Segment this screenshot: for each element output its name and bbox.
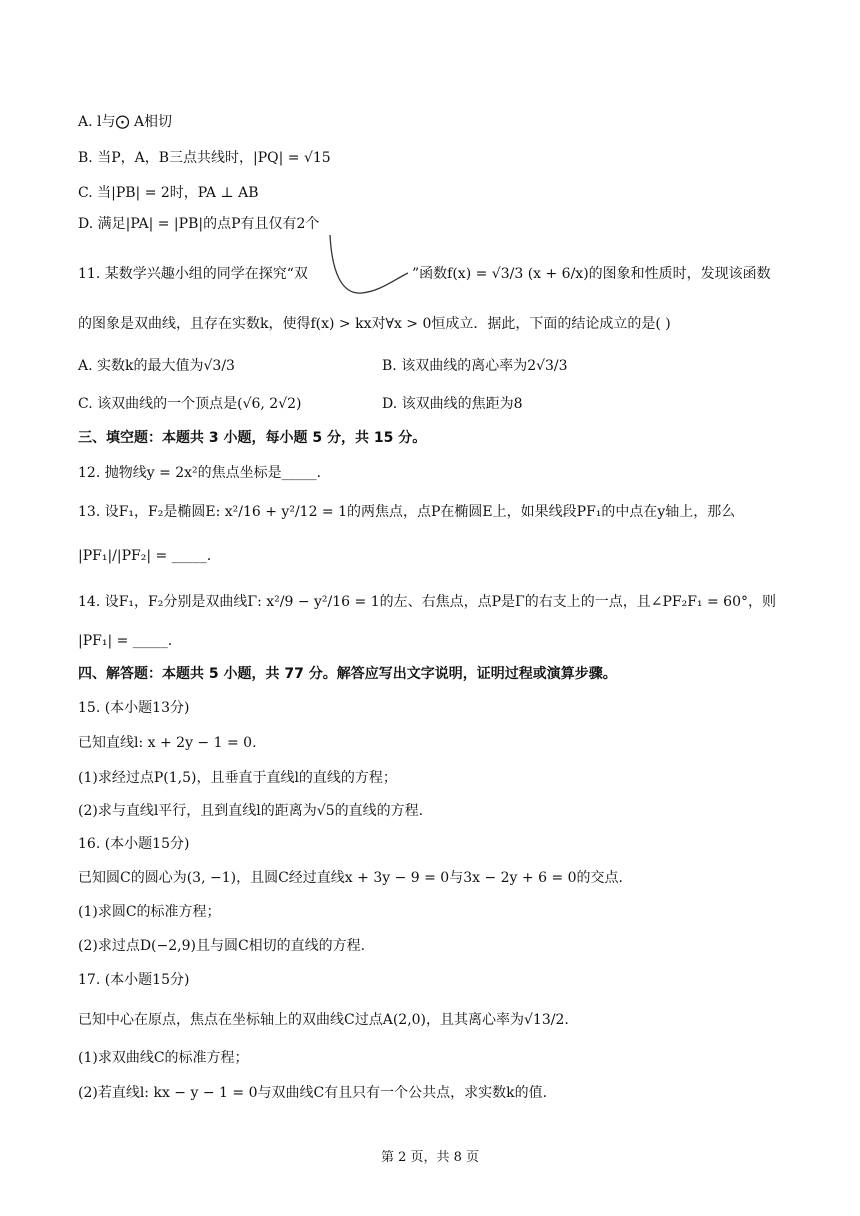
q16-title: 16. (本小题15分) — [78, 836, 190, 852]
q11-option-d: D. 该双曲线的焦距为8 — [382, 396, 523, 412]
q11-option-a: A. 实数k的最大值为√3/3 — [78, 358, 235, 374]
q14-line2: |PF₁| = _____. — [78, 633, 173, 649]
q10-option-d: D. 满足|PA| = |PB|的点P有且仅有2个 — [78, 216, 320, 232]
q13-line1: 13. 设F₁，F₂是椭圆E: x²/16 + y²/12 = 1的两焦点，点P在椭圆E上，如果线段PF₁的中点在y轴上，那么 — [78, 504, 736, 520]
q11-stem-part2: ”函数f(x) = √3/3 (x + 6/x)的图象和性质时，发现该函数 — [412, 266, 771, 282]
q10-option-b: B. 当P，A，B三点共线时，|PQ| = √15 — [78, 150, 331, 166]
q11-stem-line2: 的图象是双曲线，且存在实数k，使得f(x) > kx对∀x > 0恒成立．据此，下面的结论成立的是( ) — [78, 316, 671, 332]
q11-option-c: C. 该双曲线的一个顶点是(√6, 2√2) — [78, 396, 302, 412]
q16-part1: (1)求圆C的标准方程； — [78, 904, 221, 920]
q10-option-c: C. 当|PB| = 2时，PA ⊥ AB — [78, 185, 259, 201]
q15-stem: 已知直线l: x + 2y − 1 = 0. — [78, 735, 257, 751]
q16-part2: (2)求过点D(−2,9)且与圆C相切的直线的方程. — [78, 938, 366, 954]
q11-option-b: B. 该双曲线的离心率为2√3/3 — [382, 358, 568, 374]
section4-heading: 四、解答题：本题共 5 小题，共 77 分。解答应写出文字说明，证明过程或演算步骤。 — [78, 666, 617, 682]
q15-part2: (2)求与直线l平行，且到直线l的距离为√5的直线的方程. — [78, 803, 424, 819]
q16-stem: 已知圆C的圆心为(3, −1)，且圆C经过直线x + 3y − 9 = 0与3x − 2y + 6 = 0的交点. — [78, 870, 623, 886]
q17-stem: 已知中心在原点，焦点在坐标轴上的双曲线C过点A(2,0)，且其离心率为√13/2. — [78, 1012, 569, 1028]
q14-line1: 14. 设F₁，F₂分别是双曲线Γ: x²/9 − y²/16 = 1的左、右焦点，点P是Γ的右支上的一点，且∠PF₂F₁ = 60°，则 — [78, 594, 776, 610]
q11-stem-part1: 11. 某数学兴趣小组的同学在探究“双 — [78, 266, 308, 282]
q13-line2: |PF₁|/|PF₂| = _____. — [78, 548, 212, 564]
q15-part1: (1)求经过点P(1,5)，且垂直于直线l的直线的方程； — [78, 770, 397, 786]
q17-title: 17. (本小题15分) — [78, 972, 190, 988]
q15-title: 15. (本小题13分) — [78, 700, 190, 716]
hook-curve-figure — [322, 233, 412, 298]
q17-part1: (1)求双曲线C的标准方程； — [78, 1050, 249, 1066]
page-footer: 第 2 页，共 8 页 — [380, 1150, 480, 1165]
q12: 12. 抛物线y = 2x²的焦点坐标是_____. — [78, 465, 322, 481]
q10-option-a: A. l与⨀ A相切 — [78, 114, 173, 130]
q17-part2: (2)若直线l: kx − y − 1 = 0与双曲线C有且只有一个公共点，求实数k的值. — [78, 1085, 548, 1101]
section3-heading: 三、填空题：本题共 3 小题，每小题 5 分，共 15 分。 — [78, 430, 427, 446]
